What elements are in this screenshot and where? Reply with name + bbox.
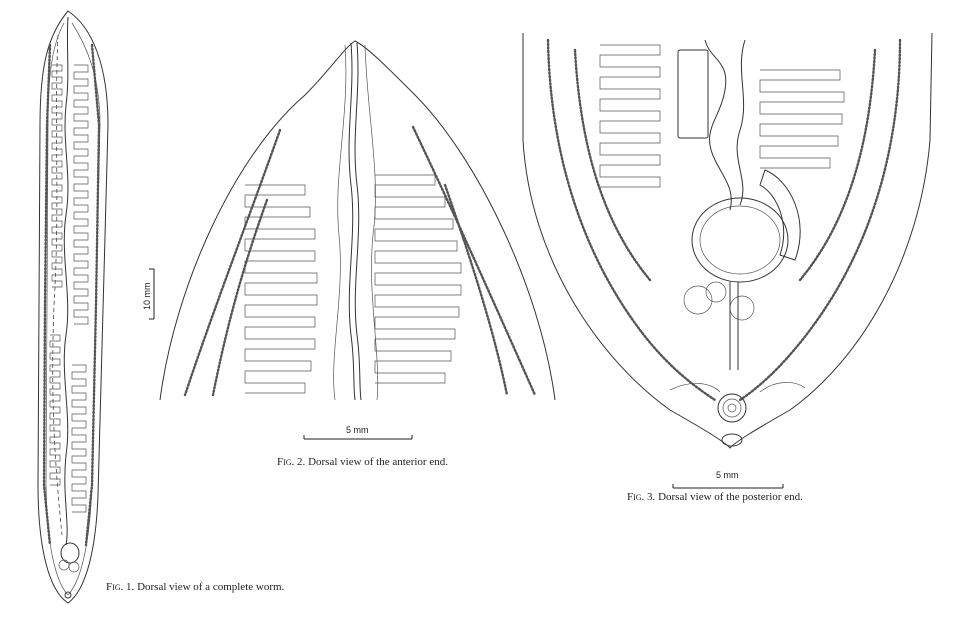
figure-3-scale-label: 5 mm [716,470,739,480]
figure-2-scale-label: 5 mm [346,425,369,435]
figure-2-caption-text: Dorsal view of the anterior end. [308,456,448,468]
figure-3-caption [627,491,803,503]
figure-1-caption-prefix: Fig. 1. [106,581,135,593]
figure-1-complete-worm-drawing [20,5,150,610]
figure-2-caption-prefix: Fig. 2. [277,456,306,468]
figure-1-scale-label: 10 mm [142,282,152,310]
figure-2-caption [277,456,448,468]
figure-1-caption-text: Dorsal view of a complete worm. [137,581,285,593]
figure-2-anterior-end-drawing [155,35,560,405]
figure-1-caption [106,581,284,593]
figure-3-posterior-end-drawing [520,30,940,455]
figure-2-scale-bar [303,435,413,443]
figure-3-caption-prefix: Fig. 3. [627,491,656,503]
figure-3-caption-text: Dorsal view of the posterior end. [658,491,803,503]
